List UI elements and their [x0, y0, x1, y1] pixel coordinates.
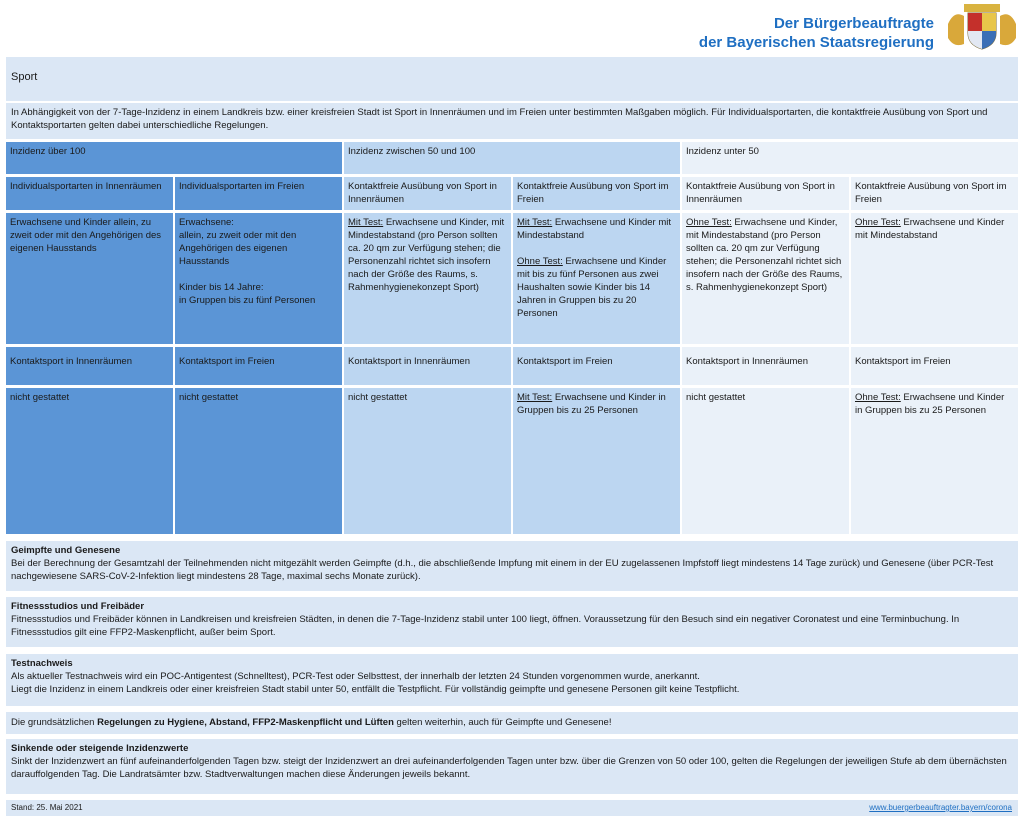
page-title: Sport — [6, 57, 1018, 101]
cell-individual-indoor: Erwachsene und Kinder allein, zu zweit oder mit den Angehörigen des eigenen Hausstands — [6, 213, 173, 344]
cell-contactfree-indoor-under-50 — [682, 213, 849, 344]
section-incidence-changes — [6, 739, 1018, 794]
cell-contactfree-outdoor-50-100 — [513, 213, 680, 344]
section-text-2: Liegt die Inzidenz in einem Landkreis oder einer kreisfreien Stadt stabil unter 50, entfällt die Testpflicht. Für vollständig geimpfte und genesene Personen gilt keine Testpflicht. — [11, 684, 740, 695]
without-test-label: Ohne Test: — [686, 217, 732, 228]
with-test-label: Mit Test: — [517, 217, 553, 228]
without-test-text: Erwachsene und Kinder mit bis zu fünf Personen aus zwei Haushalten sowie Kinder bis 14 Jahren in Gruppen bis zu 20 Personen — [517, 256, 667, 319]
cell-individual-outdoor — [175, 213, 342, 344]
cell-contactfree-outdoor-under-50 — [851, 213, 1018, 344]
bavarian-coat-of-arms-icon — [946, 4, 1018, 50]
adults-label: Erwachsene: — [179, 217, 234, 228]
cell-contact-outdoor-50-100 — [513, 388, 680, 534]
section-text-1: Als aktueller Testnachweis wird ein POC-Antigentest (Schnelltest), PCR-Test oder Selbsttest, der innerhalb der letzten 24 Stunden vorgenommen wurde, anerkannt. — [11, 671, 700, 682]
cell-contact-indoor-50-100: nicht gestattet — [344, 388, 511, 534]
header-individual-outdoor: Individualsportarten im Freien — [175, 177, 342, 210]
with-test-text: Erwachsene und Kinder in Gruppen bis zu 25 Personen — [517, 392, 666, 416]
section-fitness-pools — [6, 597, 1018, 647]
header-individual-indoor: Individualsportarten in Innenräumen — [6, 177, 173, 210]
without-test-label: Ohne Test: — [855, 217, 901, 228]
with-test-label: Mit Test: — [348, 217, 384, 228]
cell-contact-outdoor-over-100: nicht gestattet — [175, 388, 342, 534]
without-test-label: Ohne Test: — [517, 256, 563, 267]
with-test-text: Erwachsene und Kinder, mit Mindestabstand (pro Person sollten ca. 20 qm zur Verfügung stehen; die Personenzahl richtet sich insofern nach der Größe des Raums, s. Rahmenhygienekonzept Sport) — [348, 217, 505, 293]
header-contact-outdoor-under-50: Kontaktsport im Freien — [851, 347, 1018, 385]
header-contactfree-indoor-50-100: Kontaktfreie Ausübung von Sport in Innenräumen — [344, 177, 511, 210]
header-contact-indoor-under-50: Kontaktsport in Innenräumen — [682, 347, 849, 385]
section-text: Fitnessstudios und Freibäder können in Landkreisen und kreisfreien Städten, in denen die 7-Tage-Inzidenz stabil unter 100 liegt, öffnen. Voraussetzung für den Besuch sind ein negativer Coronatest und eine Terminbuchung. In Fitnessstudios gilt eine FFP2-Maskenpflicht, außer beim Sport. — [11, 614, 960, 638]
with-test-text: Erwachsene und Kinder mit Mindestabstand — [517, 217, 672, 241]
header-contact-outdoor-over-100: Kontaktsport im Freien — [175, 347, 342, 385]
children-text: in Gruppen bis zu fünf Personen — [179, 295, 316, 306]
header-contact-outdoor-50-100: Kontaktsport im Freien — [513, 347, 680, 385]
section-text: Bei der Berechnung der Gesamtzahl der Teilnehmenden nicht mitgezählt werden Geimpfte (d.h., die abschließende Impfung mit einem in der EU zugelassenen Impfstoff liegt mindestens 14 Tage zurück) und Genesene (über PCR-Test nachgewiesene SARS-CoV-2-Infektion liegt mindestens 28 Tage, maximal sechs Monate zurück). — [11, 558, 994, 582]
brand-line-2: der Bayerischen Staatsregierung — [698, 34, 934, 51]
brand-text — [699, 14, 934, 52]
cell-contact-indoor-under-50: nicht gestattet — [682, 388, 849, 534]
adults-text: allein, zu zweit oder mit den Angehörigen des eigenen Hausstands — [179, 230, 297, 267]
children-label: Kinder bis 14 Jahre: — [179, 282, 264, 293]
without-test-text: Erwachsene und Kinder, mit Mindestabstand (pro Person sollten ca. 20 qm zur Verfügung stehen; die Personenzahl richtet sich insofern nach der Größe des Raums, s. Rahmenhygienekonzept Sport) — [686, 217, 843, 293]
section-title: Geimpfte und Genesene — [11, 545, 121, 556]
header-contactfree-outdoor-under-50: Kontaktfreie Ausübung von Sport im Freien — [851, 177, 1018, 210]
section-text: Sinkt der Inzidenzwert an fünf aufeinanderfolgenden Tagen bzw. steigt der Inzidenzwert an drei aufeinanderfolgenden Tagen unter bzw. über die Grenzen von 50 oder 100, gelten die Regelungen der jeweiligen Stufe ab dem übernächsten darauffolgenden Tag. Die Landratsämter bzw. Stadtverwaltungen machen diese Änderungen jeweils bekannt. — [11, 756, 1007, 780]
intro-text: In Abhängigkeit von der 7-Tage-Inzidenz in einem Landkreis bzw. einer kreisfreien Stadt ist Sport in Innenräumen und im Freien unter bestimmten Maßgaben möglich. Für Individualsportarten, die kontaktfreie Ausübung von Sport und Kontaktsportarten gelten dabei unterschiedliche Regelungen. — [6, 103, 1018, 139]
section-title: Testnachweis — [11, 658, 73, 669]
rules-text-pre: Die grundsätzlichen — [11, 717, 98, 728]
cell-contact-indoor-over-100: nicht gestattet — [6, 388, 173, 534]
incidence-header-50-100: Inzidenz zwischen 50 und 100 — [344, 142, 680, 174]
incidence-header-over-100: Inzidenz über 100 — [6, 142, 342, 174]
header-contact-indoor-50-100: Kontaktsport in Innenräumen — [344, 347, 511, 385]
without-test-label: Ohne Test: — [855, 392, 901, 403]
without-test-text: Erwachsene und Kinder mit Mindestabstand — [855, 217, 1005, 241]
section-general-rules — [6, 712, 1018, 734]
section-test-proof — [6, 654, 1018, 706]
cell-contactfree-indoor-50-100 — [344, 213, 511, 344]
incidence-header-under-50: Inzidenz unter 50 — [682, 142, 1018, 174]
rules-text-post: gelten weiterhin, auch für Geimpfte und Genesene! — [393, 717, 612, 728]
section-vaccinated-recovered — [6, 541, 1018, 591]
page-header — [0, 0, 1024, 54]
footer-link[interactable]: www.buergerbeauftragter.bayern/corona — [869, 803, 1012, 812]
brand-line-1: Der Bürgerbeauftragte — [773, 15, 934, 32]
section-title: Fitnessstudios und Freibäder — [11, 601, 145, 612]
with-test-label: Mit Test: — [517, 392, 553, 403]
header-contactfree-outdoor-50-100: Kontaktfreie Ausübung von Sport im Freien — [513, 177, 680, 210]
section-title: Sinkende oder steigende Inzidenzwerte — [11, 743, 189, 754]
date-stamp: Stand: 25. Mai 2021 — [11, 803, 83, 812]
page-footer — [6, 800, 1018, 816]
rules-text-bold: Regelungen zu Hygiene, Abstand, FFP2-Maskenpflicht und Lüften — [97, 717, 394, 728]
without-test-text: Erwachsene und Kinder in Gruppen bis zu 25 Personen — [855, 392, 1005, 416]
header-contact-indoor-over-100: Kontaktsport in Innenräumen — [6, 347, 173, 385]
header-contactfree-indoor-under-50: Kontaktfreie Ausübung von Sport in Innenräumen — [682, 177, 849, 210]
cell-contact-outdoor-under-50 — [851, 388, 1018, 534]
